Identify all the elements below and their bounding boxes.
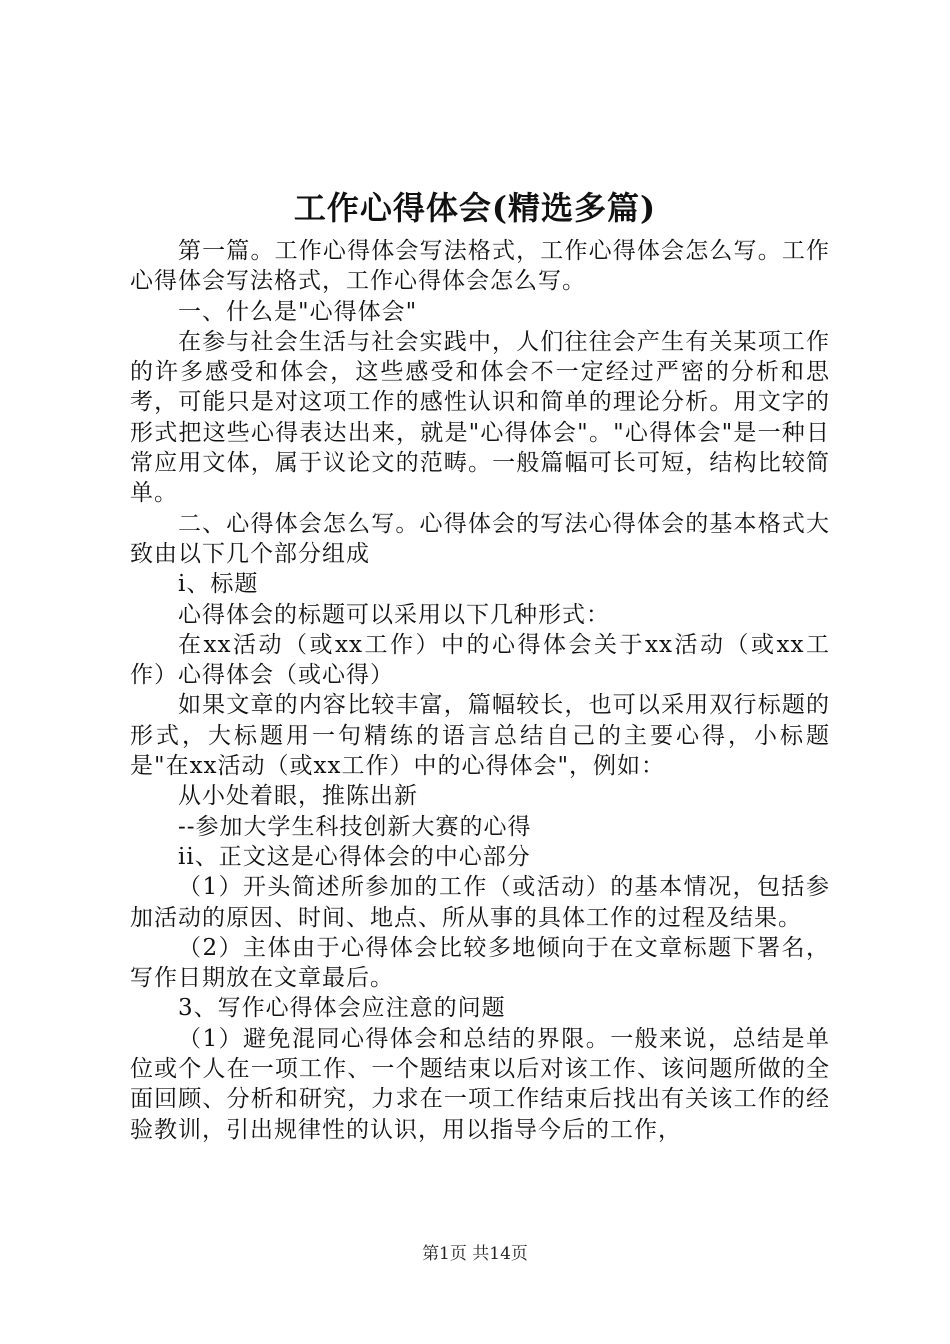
- paragraph-opening: （1）开头简述所参加的工作（或活动）的基本情况，包括参加活动的原因、时间、地点、所从事的具体工作的过程及结果。: [130, 874, 830, 931]
- example-main-title: 从小处着眼，推陈出新: [178, 783, 418, 810]
- heading-notes: 3、写作心得体会应注意的问题: [178, 995, 506, 1022]
- paragraph-title-forms: 心得体会的标题可以采用以下几种形式：: [178, 601, 610, 628]
- paragraph-avoid-confusion: （1）避免混同心得体会和总结的界限。一般来说，总结是单位或个人在一项工作、一个题结束以后对该工作、该问题所做的全面回顾、分析和研究，力求在一项工作结束后找出有关该工作的经验教训，引出规律性的认识，用以指导今后的工作，: [130, 1025, 830, 1143]
- heading-what-is: 一、什么是"心得体会": [178, 298, 418, 325]
- document-body: [130, 236, 830, 1145]
- paragraph-title-example: 在xx活动（或xx工作）中的心得体会关于xx活动（或xx工作）心得体会（或心得）: [130, 631, 830, 689]
- paragraph-definition: 在参与社会生活与社会实践中，人们往往会产生有关某项工作的许多感受和体会，这些感受和体会不一定经过严密的分析和思考，可能只是对这项工作的感性认识和简单的理论分析。用文字的形式把这些心得表达出来，就是"心得体会"。"心得体会"是一种日常应用文体，属于议论文的范畴。一般篇幅可长可短，结构比较简单。: [130, 328, 830, 507]
- paragraph-main-body: （2）主体由于心得体会比较多地倾向于在文章标题下署名，写作日期放在文章最后。: [130, 934, 830, 992]
- heading-body-section: ii、正文这是心得体会的中心部分: [178, 843, 531, 870]
- page-footer: 第1页 共14页: [422, 1244, 528, 1264]
- example-subtitle: --参加大学生科技创新大赛的心得: [178, 813, 532, 840]
- paragraph-intro: 第一篇。工作心得体会写法格式，工作心得体会怎么写。工作心得体会写法格式，工作心得体会怎么写。: [130, 238, 830, 295]
- document-title: 工作心得体会(精选多篇): [293, 189, 657, 227]
- heading-title-section: i、标题: [178, 571, 259, 598]
- heading-how-to-write: 二、心得体会怎么写。心得体会的写法心得体会的基本格式大致由以下几个部分组成: [130, 510, 830, 567]
- paragraph-double-title: 如果文章的内容比较丰富，篇幅较长，也可以采用双行标题的形式，大标题用一句精练的语言总结自己的主要心得，小标题是"在xx活动（或xx工作）中的心得体会"，例如：: [130, 692, 830, 780]
